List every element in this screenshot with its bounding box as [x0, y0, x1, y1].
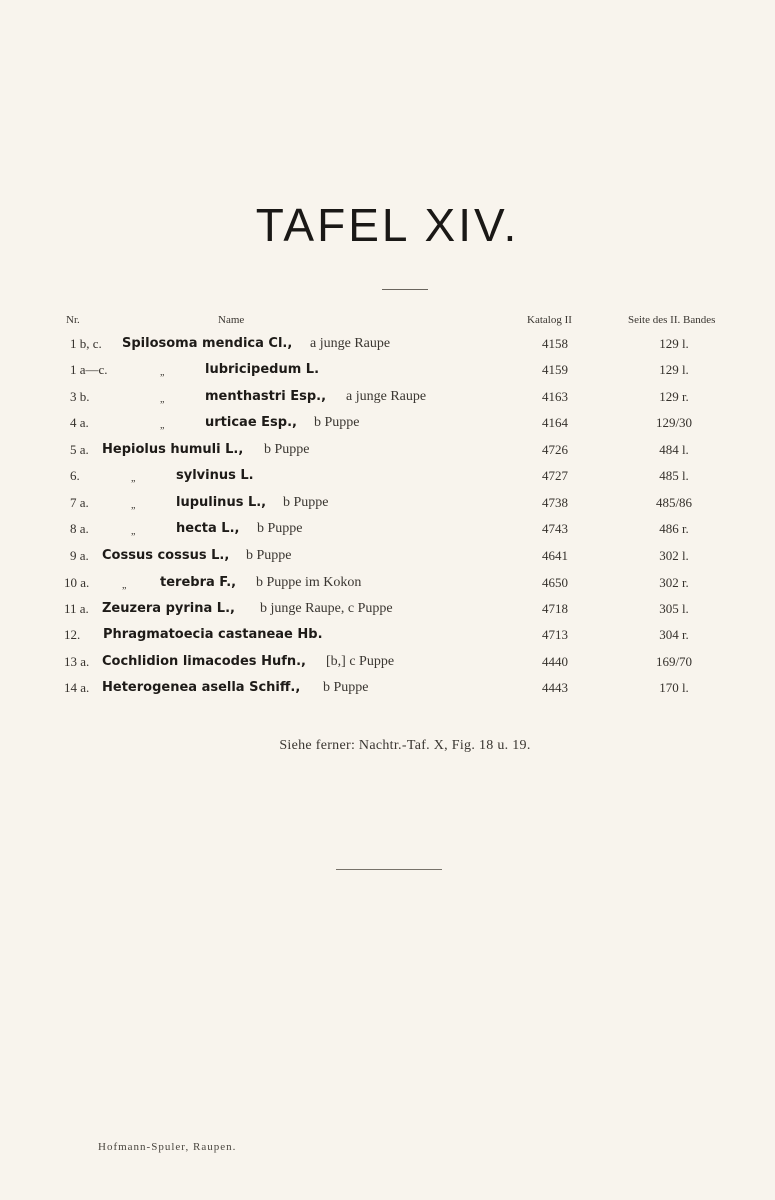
row-name: hecta L., — [176, 521, 240, 536]
row-nr: 10 a. — [64, 575, 90, 590]
row-katalog: 4718 — [542, 601, 568, 616]
row-nr: 3 b. — [70, 389, 90, 404]
row-nr: 5 a. — [70, 442, 89, 457]
row-seite: 302 r. — [659, 575, 689, 590]
row-katalog: 4726 — [542, 442, 568, 457]
bottom-divider — [336, 869, 442, 870]
row-seite: 486 r. — [659, 521, 689, 536]
row-katalog: 4743 — [542, 521, 568, 536]
header-katalog: Katalog II — [527, 314, 572, 326]
header-name: Name — [218, 314, 245, 326]
table-row — [0, 359, 775, 381]
row-name: urticae Esp., — [205, 415, 297, 430]
table-row — [0, 439, 775, 461]
table-row — [0, 572, 775, 594]
table-row — [0, 386, 775, 408]
row-seite: 485/86 — [655, 495, 693, 510]
header-nr: Nr. — [66, 314, 80, 326]
row-katalog: 4158 — [542, 336, 568, 351]
row-desc: [b,] c Puppe — [326, 654, 395, 669]
row-seite: 304 r. — [659, 627, 689, 642]
row-nr: 1 a—c. — [70, 362, 108, 377]
row-seite: 302 l. — [659, 548, 689, 563]
table-row — [0, 412, 775, 434]
ditto-mark: „ — [131, 473, 136, 484]
ditto-mark: „ — [160, 367, 165, 378]
ditto-mark: „ — [131, 526, 136, 537]
row-katalog: 4641 — [542, 548, 568, 563]
table-row — [0, 333, 775, 355]
row-katalog: 4713 — [542, 627, 568, 642]
row-desc: b Puppe — [246, 548, 292, 563]
row-katalog: 4443 — [542, 680, 568, 695]
table-row — [0, 518, 775, 540]
row-name: Spilosoma mendica Cl., — [122, 336, 293, 351]
row-nr: 13 a. — [64, 654, 90, 669]
row-name: menthastri Esp., — [205, 389, 327, 404]
row-desc: b junge Raupe, c Puppe — [260, 601, 393, 616]
row-nr: 9 a. — [70, 548, 89, 563]
row-seite: 129/30 — [655, 415, 693, 430]
row-name: Heterogenea asella Schiff., — [102, 680, 301, 695]
row-seite: 305 l. — [659, 601, 689, 616]
row-nr: 1 b, c. — [70, 336, 102, 351]
table-row — [0, 492, 775, 514]
row-name: Zeuzera pyrina L., — [102, 601, 235, 616]
table-row — [0, 545, 775, 567]
row-nr: 11 a. — [64, 601, 89, 616]
table-row — [0, 677, 775, 699]
table-row — [0, 651, 775, 673]
row-name: Hepiolus humuli L., — [102, 442, 244, 457]
row-katalog: 4159 — [542, 362, 568, 377]
row-desc: b Puppe — [314, 415, 360, 430]
row-desc: b Puppe — [283, 495, 329, 510]
row-desc: b Puppe — [264, 442, 310, 457]
row-nr: 12. — [64, 627, 81, 642]
row-nr: 4 a. — [70, 415, 89, 430]
row-name: terebra F., — [160, 575, 237, 590]
row-nr: 8 a. — [70, 521, 89, 536]
ditto-mark: „ — [131, 500, 136, 511]
row-seite: 129 l. — [659, 336, 689, 351]
table-row — [0, 598, 775, 620]
row-desc: a junge Raupe — [346, 389, 427, 404]
row-katalog: 4727 — [542, 468, 568, 483]
row-name: lupulinus L., — [176, 495, 267, 510]
row-name: Cochlidion limacodes Hufn., — [102, 654, 306, 669]
table-row — [0, 465, 775, 487]
row-desc: b Puppe — [257, 521, 303, 536]
row-name: sylvinus L. — [176, 468, 254, 483]
title-divider — [382, 289, 428, 290]
row-name: Cossus cossus L., — [102, 548, 230, 563]
row-name: Phragmatoecia castaneae Hb. — [103, 627, 323, 642]
row-nr: 6. — [70, 468, 80, 483]
row-seite: 484 l. — [659, 442, 689, 457]
row-name: lubricipedum L. — [205, 362, 320, 377]
row-katalog: 4163 — [542, 389, 568, 404]
ditto-mark: „ — [160, 420, 165, 431]
row-katalog: 4650 — [542, 575, 568, 590]
row-seite: 129 r. — [659, 389, 689, 404]
row-desc: b Puppe im Kokon — [256, 575, 362, 590]
ditto-mark: „ — [160, 394, 165, 405]
row-katalog: 4164 — [542, 415, 568, 430]
row-katalog: 4738 — [542, 495, 568, 510]
row-desc: a junge Raupe — [310, 336, 391, 351]
cross-reference-note: Siehe ferner: Nachtr.-Taf. X, Fig. 18 u. 19. — [279, 738, 531, 753]
row-nr: 7 a. — [70, 495, 89, 510]
row-seite: 485 l. — [659, 468, 689, 483]
row-desc: b Puppe — [323, 680, 369, 695]
row-seite: 169/70 — [655, 654, 693, 669]
row-nr: 14 a. — [64, 680, 90, 695]
header-seite: Seite des II. Bandes — [628, 314, 716, 326]
row-seite: 170 l. — [659, 680, 689, 695]
page-title: TAFEL XIV. — [255, 199, 520, 251]
ditto-mark: „ — [122, 580, 127, 591]
row-katalog: 4440 — [542, 654, 568, 669]
footer-credit: Hofmann-Spuler, Raupen. — [98, 1141, 237, 1153]
row-seite: 129 l. — [659, 362, 689, 377]
table-row — [0, 624, 775, 646]
